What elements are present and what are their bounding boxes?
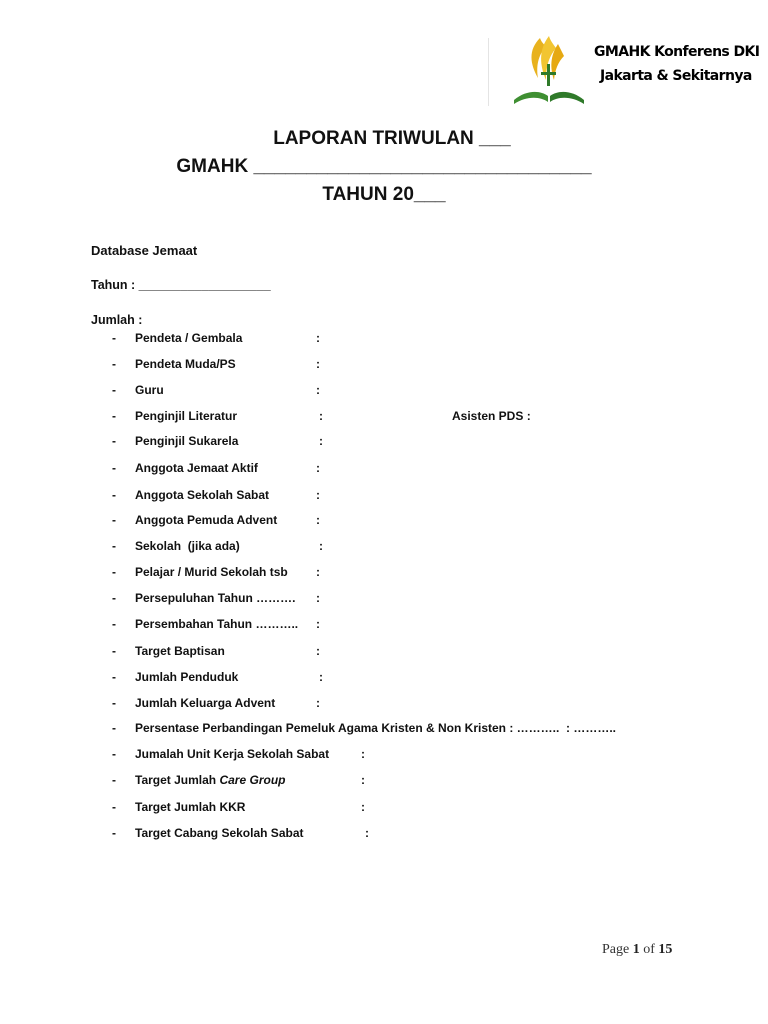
bullet-dash: - — [112, 696, 116, 710]
item-colon: : — [316, 383, 320, 397]
report-year: TAHUN 20___ — [322, 184, 446, 205]
bullet-dash: - — [112, 800, 116, 814]
item-label: Penginjil Literatur — [135, 409, 238, 423]
item-label: Anggota Sekolah Sabat — [135, 488, 270, 502]
page-footer — [602, 942, 672, 958]
header-divider — [488, 38, 489, 106]
item-colon: : — [316, 617, 320, 631]
item-label-italic: Care Group — [219, 773, 286, 787]
item-label: Anggota Jemaat Aktif — [135, 461, 258, 475]
item-label: Target Baptisan — [135, 644, 225, 658]
bullet-dash: - — [112, 644, 116, 658]
item-label: Target Cabang Sekolah Sabat — [135, 826, 304, 840]
year-field: Tahun : ___________________ — [91, 278, 271, 292]
church-name-line: GMAHK ________________________________ — [176, 156, 592, 177]
item-label — [135, 773, 285, 787]
bullet-dash: - — [112, 565, 116, 579]
item-colon: : — [316, 357, 320, 371]
org-name-line2: Jakarta & Sekitarnya — [600, 68, 752, 84]
bullet-dash: - — [112, 383, 116, 397]
bullet-dash: - — [112, 409, 116, 423]
page-total: 15 — [658, 942, 673, 957]
of-word: of — [643, 942, 655, 957]
item-colon: : — [316, 461, 320, 475]
item-colon: : — [319, 409, 323, 423]
item-label: Persepuluhan Tahun ………. — [135, 591, 296, 605]
bullet-dash: - — [112, 513, 116, 527]
item-label: Pendeta Muda/PS — [135, 357, 236, 371]
item-colon: : — [361, 747, 365, 761]
bullet-dash: - — [112, 773, 116, 787]
item-colon: : — [361, 800, 365, 814]
bullet-dash: - — [112, 434, 116, 448]
item-colon: : — [316, 488, 320, 502]
item-label: Jumlah Penduduk — [135, 670, 239, 684]
bullet-dash: - — [112, 747, 116, 761]
bullet-dash: - — [112, 617, 116, 631]
item-colon: : — [319, 434, 323, 448]
item-label: Jumalah Unit Kerja Sekolah Sabat — [135, 747, 330, 761]
bullet-dash: - — [112, 488, 116, 502]
section-heading: Database Jemaat — [91, 243, 198, 258]
bullet-dash: - — [112, 721, 116, 735]
item-label: Persembahan Tahun ……….. — [135, 617, 299, 631]
item-colon: : — [316, 331, 320, 345]
item-colon: : — [316, 513, 320, 527]
item-colon: : — [361, 773, 365, 787]
bullet-dash: - — [112, 670, 116, 684]
item-colon: : — [316, 696, 320, 710]
page-number: 1 — [632, 942, 640, 957]
item-colon: : — [316, 591, 320, 605]
item-label: Penginjil Sukarela — [135, 434, 239, 448]
bullet-dash: - — [112, 591, 116, 605]
bullet-dash: - — [112, 461, 116, 475]
org-name-line1: GMAHK Konferens DKI — [594, 44, 760, 60]
item-label-prefix: Target Jumlah — [135, 773, 220, 787]
item-colon: : — [365, 826, 369, 840]
church-logo-icon — [510, 34, 588, 106]
bullet-dash: - — [112, 357, 116, 371]
item-label: Sekolah (jika ada) — [135, 539, 240, 553]
item-label: Jumlah Keluarga Advent — [135, 696, 276, 710]
assistant-pds-label: Asisten PDS : — [452, 409, 531, 423]
item-label: Pendeta / Gembala — [135, 331, 243, 345]
bullet-dash: - — [112, 539, 116, 553]
item-label: Pelajar / Murid Sekolah tsb — [135, 565, 288, 579]
bullet-dash: - — [112, 826, 116, 840]
page-word: Page — [602, 942, 630, 957]
item-label: Persentase Perbandingan Pemeluk Agama Kristen & Non Kristen : ……….. : ……….. — [135, 721, 616, 735]
report-title: LAPORAN TRIWULAN ___ — [273, 128, 511, 149]
item-label: Anggota Pemuda Advent — [135, 513, 278, 527]
organization-name — [594, 40, 759, 88]
item-label: Target Jumlah KKR — [135, 800, 246, 814]
item-label: Guru — [135, 383, 164, 397]
item-colon: : — [316, 565, 320, 579]
bullet-dash: - — [112, 331, 116, 345]
item-colon: : — [316, 644, 320, 658]
count-label: Jumlah : — [91, 313, 143, 327]
item-colon: : — [319, 539, 323, 553]
item-colon: : — [319, 670, 323, 684]
